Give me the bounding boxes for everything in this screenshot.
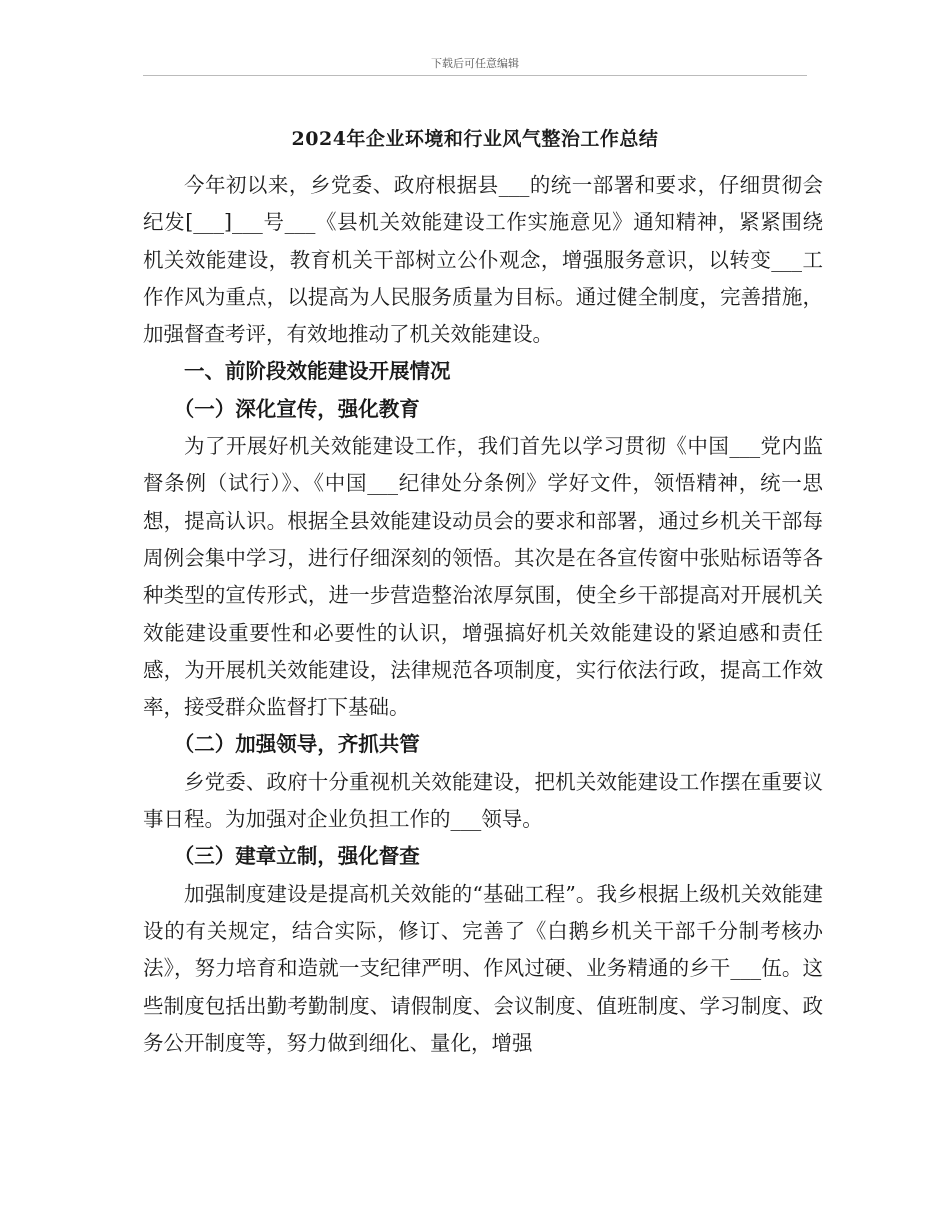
header-note: 下载后可任意编辑 xyxy=(431,57,519,70)
subsection-paragraph-2: 乡党委、政府十分重视机关效能建设，把机关效能建设工作摆在重要议事日程。为加强对企业负担工作的___领导。 xyxy=(143,769,823,832)
subsection-heading-3: （三）建章立制，强化督查 xyxy=(173,844,420,869)
subsection-heading-1: （一）深化宣传，强化教育 xyxy=(173,396,420,421)
header-divider xyxy=(143,75,807,76)
document-title: 2024年企业环境和行业风气整治工作总结 xyxy=(291,128,659,150)
subsection-paragraph-3: 加强制度建设是提高机关效能的“基础工程”。我乡根据上级机关效能建设的有关规定，结合实际，修订、完善了《白鹅乡机关干部千分制考核办法》，努力培育和造就一支纪律严明、作风过硬、业务精通的乡干___伍。这些制度包括出勤考勤制度、请假制度、会议制度、值班制度、学习制度、政务公开制度等，努力做到细化、量化，增强 xyxy=(143,881,823,1055)
subsection-heading-2: （二）加强领导，齐抓共管 xyxy=(173,732,420,757)
subsection-paragraph-1: 为了开展好机关效能建设工作，我们首先以学习贯彻《中国___党内监督条例（试行）》、《中国___纪律处分条例》学好文件，领悟精神，统一思想，提高认识。根据全县效能建设动员会的要求和部署，通过乡机关干部每周例会集中学习，进行仔细深刻的领悟。其次是在各宣传窗中张贴标语等各种类型的宣传形式，进一步营造整治浓厚氛围，使全乡干部提高对开展机关效能建设重要性和必要性的认识，增强搞好机关效能建设的紧迫感和责任感，为开展机关效能建设，法律规范各项制度，实行依法行政，提高工作效率，接受群众监督打下基础。 xyxy=(143,434,823,720)
document-body xyxy=(143,167,823,1062)
intro-paragraph: 今年初以来，乡党委、政府根据县___的统一部署和要求，仔细贯彻会纪发[___]___号___《县机关效能建设工作实施意见》通知精神，紧紧围绕机关效能建设，教育机关干部树立公仆观念，增强服务意识，以转变___工作作风为重点，以提高为人民服务质量为目标。通过健全制度，完善措施，加强督查考评，有效地推动了机关效能建设。 xyxy=(143,173,823,347)
section-heading-1: 一、前阶段效能建设开展情况 xyxy=(184,359,451,384)
